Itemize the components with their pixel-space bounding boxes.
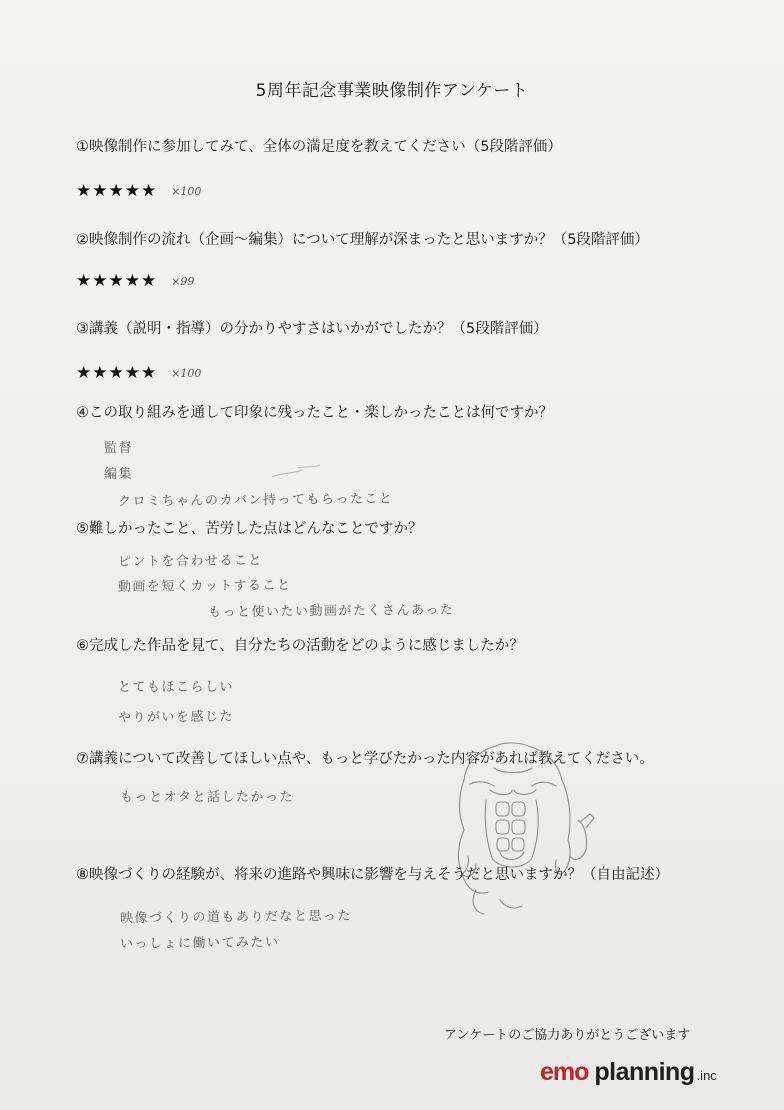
answer-line: やりがいを感じた <box>117 709 235 726</box>
answer-line: とてもほこらしい <box>118 680 235 695</box>
question-6: ⑥完成した作品を見て、自分たちの活動をどのように感じましたか？ <box>76 638 524 654</box>
star-rating: ★★★★★ <box>76 181 158 201</box>
logo-planning: planning <box>594 1058 695 1086</box>
rating-2 <box>76 270 194 292</box>
question-1: ①映像制作に参加してみて、全体の満足度を教えてください（5段階評価） <box>76 139 562 155</box>
answer-line: クロミちゃんのカバン持ってもらったこと <box>117 491 394 510</box>
answer-line: もっと使いたい動画がたくさんあった <box>207 602 455 621</box>
rating-1 <box>76 180 201 202</box>
rating-3 <box>76 362 201 384</box>
question-7: ⑦講義について改善してほしい点や、もっと学びたかった内容があれば教えてください。 <box>76 751 654 767</box>
question-4: ④この取り組みを通して印象に残ったこと・楽しかったことは何ですか？ <box>76 405 553 421</box>
handwritten-note: ×99 <box>171 274 195 288</box>
answer-line: いっしょに働いてみたい <box>119 935 280 952</box>
logo-emo: emo <box>540 1058 589 1086</box>
answer-line: もっとオタと話したかった <box>120 790 295 805</box>
company-logo <box>540 1058 717 1086</box>
handwritten-note: ×100 <box>171 184 202 198</box>
thanks-message: アンケートのご協力ありがとうございます <box>444 1028 691 1043</box>
star-rating: ★★★★★ <box>76 363 158 383</box>
question-5: ⑤難しかったこと、苦労した点はどんなことですか？ <box>76 521 423 537</box>
star-rating: ★★★★★ <box>76 271 158 291</box>
logo-inc: .inc <box>696 1068 717 1083</box>
question-2: ②映像制作の流れ（企画〜編集）について理解が深まったと思いますか？（5段階評価） <box>76 232 649 248</box>
answer-line: ピントを合わせること <box>117 553 264 570</box>
muscle-figure-doodle <box>440 740 610 916</box>
answer-line: 編集 <box>104 467 134 482</box>
pencil-scribble <box>268 462 324 482</box>
answer-line: 監督 <box>104 441 134 456</box>
answer-line: 動画を短くカットすること <box>117 578 292 595</box>
question-3: ③講義（説明・指導）の分かりやすさはいかがでしたか？（5段階評価） <box>76 321 548 337</box>
handwritten-note: ×100 <box>171 366 202 380</box>
question-8: ⑧映像づくりの経験が、将来の進路や興味に影響を与えそうだと思いますか？（自由記述） <box>76 867 669 883</box>
answer-line: 映像づくりの道もありだなと思った <box>119 908 353 927</box>
page-title: 5周年記念事業映像制作アンケート <box>255 81 529 101</box>
